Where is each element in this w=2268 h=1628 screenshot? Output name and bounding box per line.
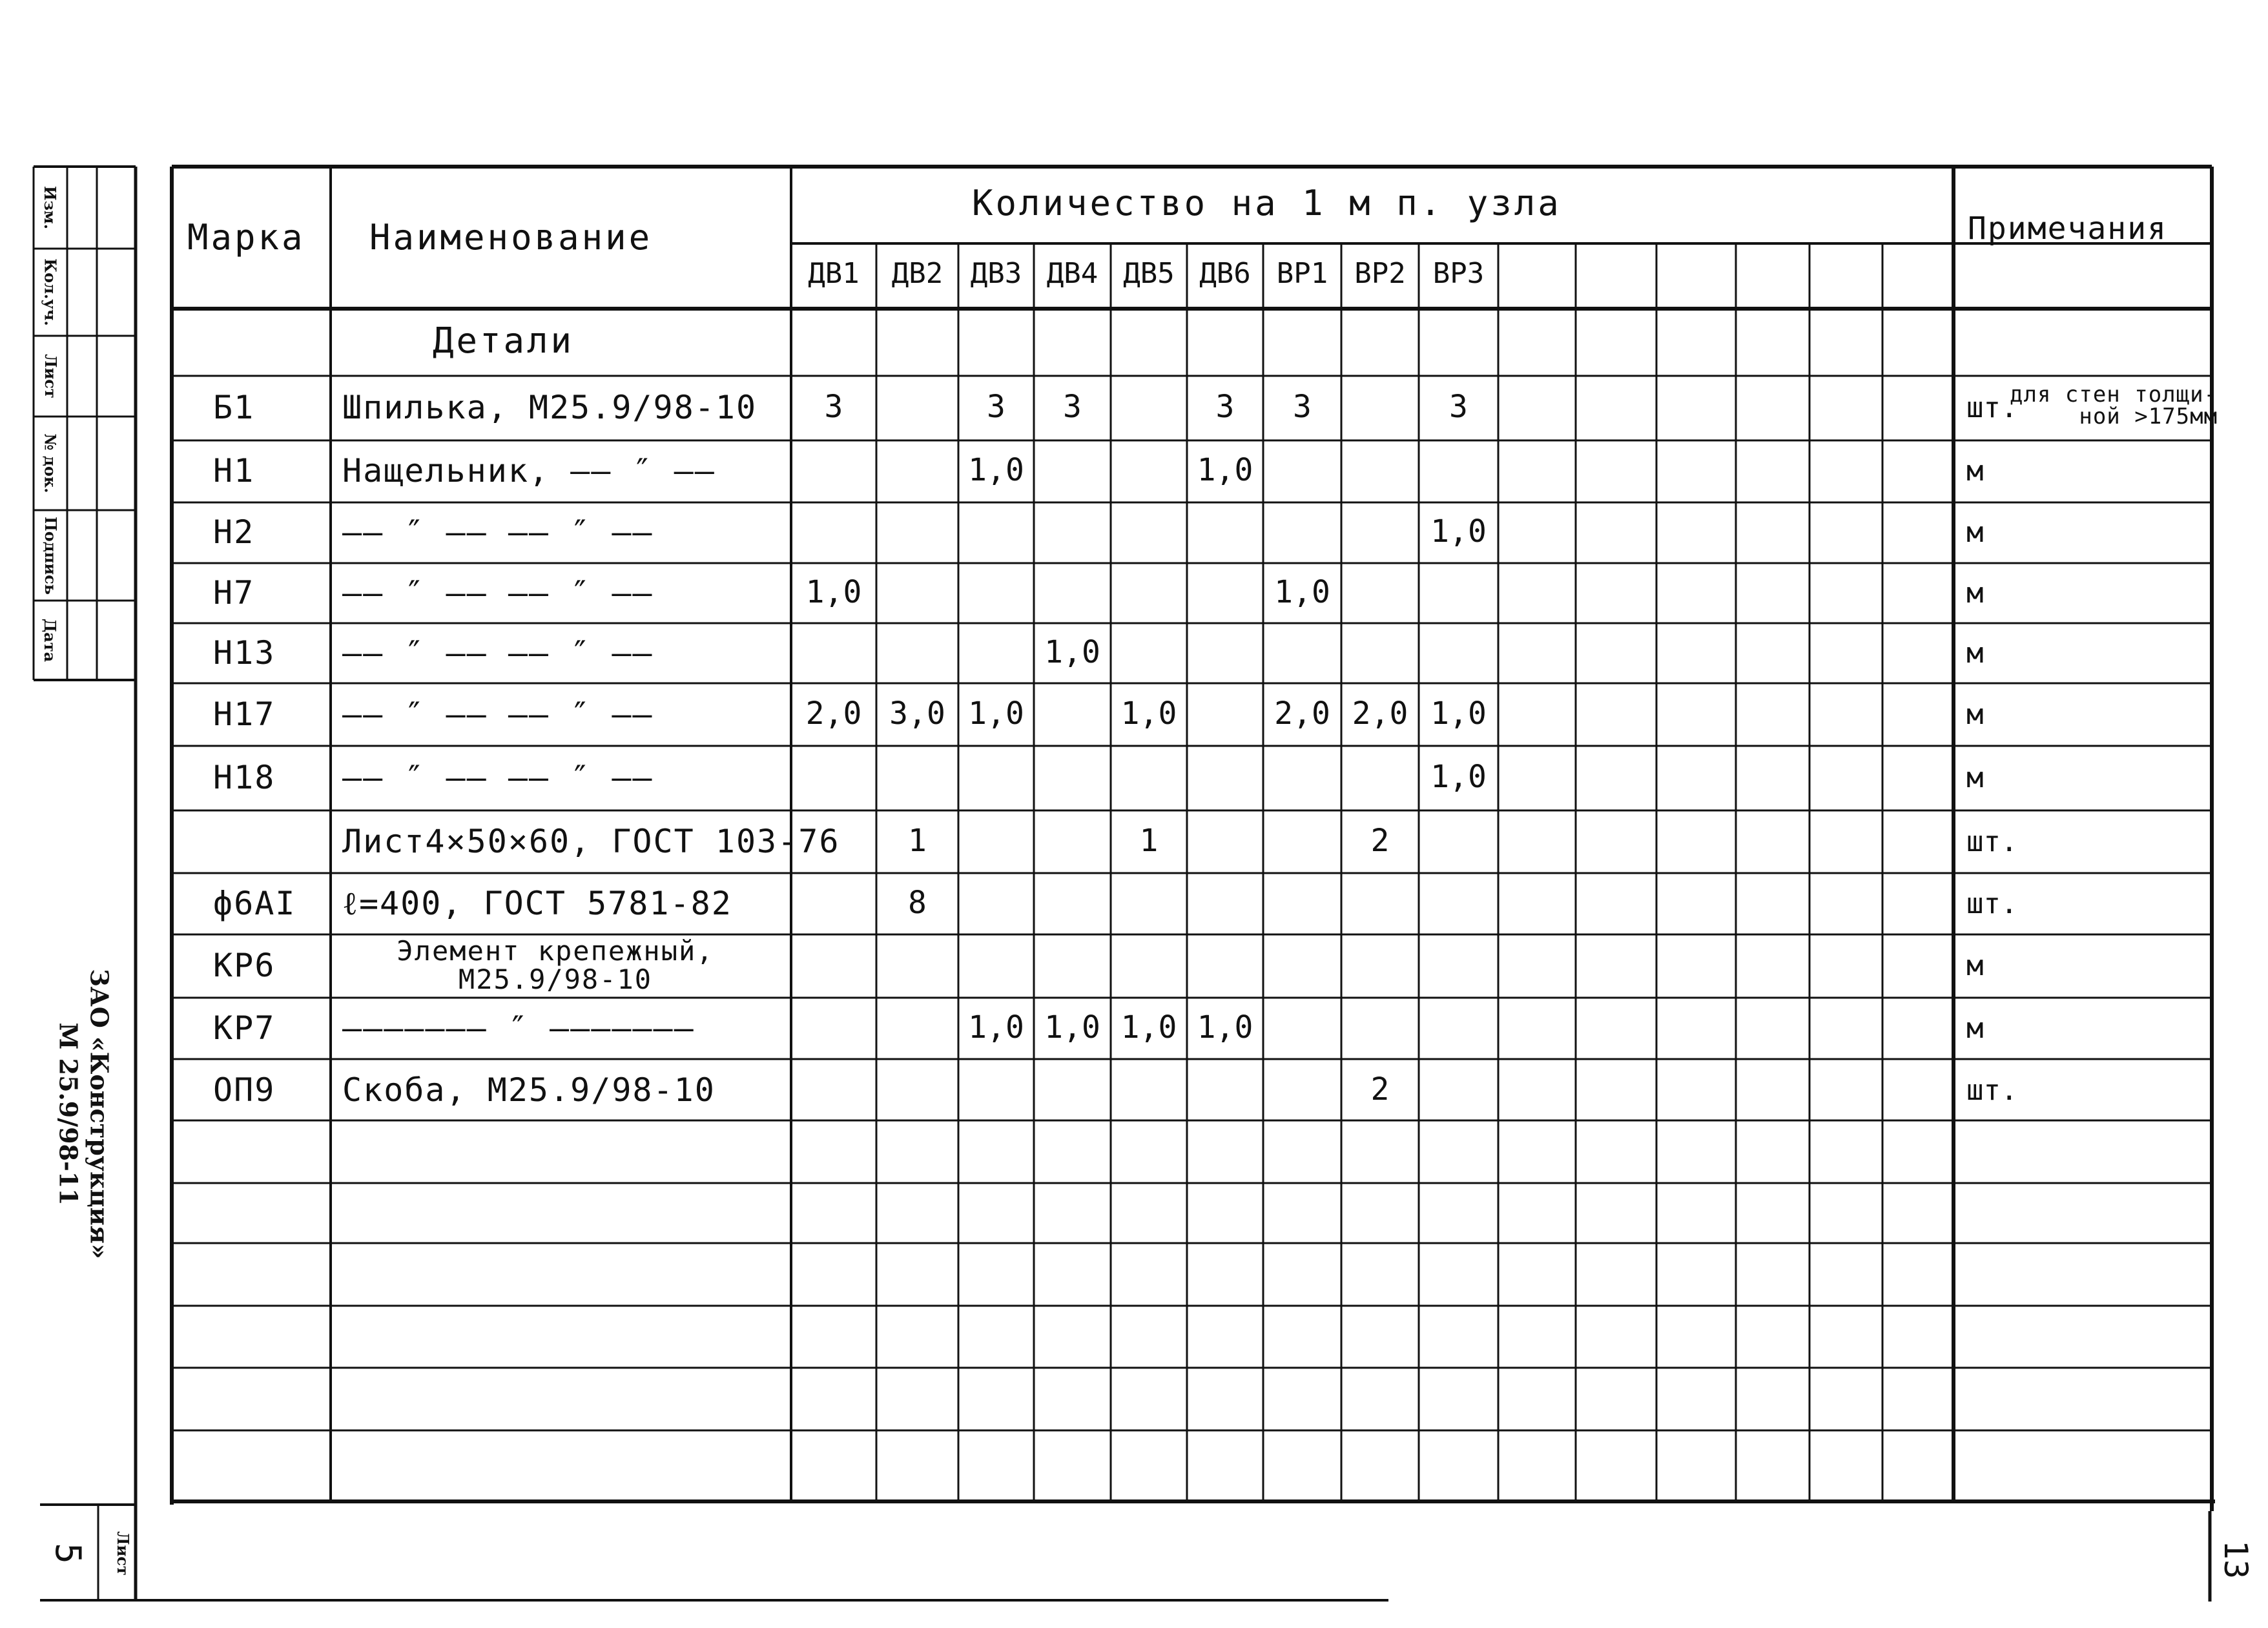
qty-cell: 1,0 [1197, 1009, 1253, 1046]
stamp-label-sheet: Лист [41, 354, 60, 398]
row-name: ℓ=400, ГОСТ 5781-82 [342, 884, 732, 922]
qty-cell: 2 [1370, 822, 1390, 859]
qty-cell: 1,0 [1120, 1009, 1177, 1046]
header-name: Наименование [369, 217, 653, 258]
row-note: м [1966, 455, 1984, 488]
row-note: м [1966, 761, 1984, 794]
qty-cell: 1,0 [1044, 1009, 1100, 1046]
row-mark: Н7 [213, 573, 255, 612]
row-mark: КР7 [213, 1009, 276, 1047]
qty-cell: 3 [1215, 389, 1235, 425]
qty-cell: 1,0 [1274, 573, 1330, 610]
qty-cell: 3 [1293, 389, 1312, 425]
row-name: —— ″ —— —— ″ —— [342, 695, 654, 733]
row-mark: ф6АI [213, 884, 296, 922]
qty-cell: 1,0 [1430, 513, 1487, 550]
row-mark: Н2 [213, 513, 255, 551]
section-title: Детали [433, 320, 575, 361]
qty-cell: 1,0 [1430, 759, 1487, 795]
row-mark: КР6 [213, 947, 276, 984]
stamp-label-date: Дата [41, 618, 60, 663]
row-mark: Н17 [213, 695, 276, 733]
header-mark: Марка [187, 217, 305, 258]
document-code: М 25.9/98-11 [54, 1022, 84, 1206]
row-note: шт. [1966, 1073, 2018, 1107]
stamp-labels [34, 167, 67, 680]
row-note: м [1966, 1011, 1984, 1045]
row-note: м [1966, 697, 1984, 731]
qty-cell: 2,0 [805, 695, 862, 732]
qty-cell: 1,0 [968, 452, 1024, 488]
qty-cell: 1,0 [1120, 695, 1177, 732]
row-name: Элемент крепежный, М25.9/98-10 [397, 935, 714, 995]
qty-cell: 1,0 [968, 695, 1024, 732]
qty-cell: 1,0 [1044, 634, 1100, 670]
sub-header-6: ДВ6 [1199, 257, 1251, 290]
row-mark: Б1 [213, 389, 255, 426]
qty-cell: 1,0 [805, 573, 862, 610]
row-name: —— ″ —— —— ″ —— [342, 634, 654, 672]
qty-cell: 1,0 [968, 1009, 1024, 1046]
organization-stamp [45, 969, 123, 1259]
row-note: м [1966, 576, 1984, 610]
qty-cell: 3 [824, 389, 843, 425]
sub-header-2: ДВ2 [891, 257, 943, 290]
row-mark: Н1 [213, 452, 255, 489]
qty-cell: 1,0 [1430, 695, 1487, 732]
sheet-label: Лист [113, 1530, 132, 1576]
row-name: Лист4×50×60, ГОСТ 103-76 [342, 822, 840, 860]
row-note: шт. [1966, 825, 2018, 858]
row-name: ——————— ″ ——————— [342, 1009, 695, 1047]
sub-header-4: ДВ4 [1046, 257, 1098, 290]
header-notes: Примечания [1968, 211, 2167, 247]
row-name: Шпилька, М25.9/98-10 [342, 389, 758, 426]
row-mark: Н18 [213, 759, 276, 796]
sub-header-7: ВР1 [1276, 257, 1328, 290]
sub-header-1: ДВ1 [808, 257, 860, 290]
row-name: Нащельник, —— ″ —— [342, 452, 716, 489]
qty-cell: 1 [1139, 822, 1159, 859]
sub-header-9: ВР3 [1432, 257, 1485, 290]
stamp-label-change: Изм. [41, 185, 60, 230]
stamp-label-doc: № док. [41, 433, 60, 493]
qty-cell: 2,0 [1274, 695, 1330, 732]
qty-cell: 3 [1063, 389, 1082, 425]
qty-cell: 3 [987, 389, 1005, 425]
organization-name: ЗАО «Конструкция» [85, 969, 115, 1259]
qty-cell: 3 [1449, 389, 1468, 425]
sub-header-8: ВР2 [1354, 257, 1406, 290]
stamp-label-count: Кол.уч. [41, 258, 60, 326]
qty-cell: 1 [908, 822, 927, 859]
qty-cell: 1,0 [1197, 452, 1253, 488]
qty-cell: 2 [1370, 1071, 1390, 1108]
stamp-label-signature: Подпись [41, 516, 60, 595]
sub-header-5: ДВ5 [1123, 257, 1175, 290]
header-quantity: Количество на 1 м п. узла [972, 183, 1562, 223]
qty-cell: 3,0 [889, 695, 945, 732]
row-note-extra: для стен толщи- ной >175мм [2010, 382, 2218, 429]
sheet-number: 5 [47, 1542, 88, 1564]
row-note: м [1966, 636, 1984, 670]
row-note: шт. [1966, 887, 2018, 920]
sub-header-3: ДВ3 [970, 257, 1022, 290]
row-name: —— ″ —— —— ″ —— [342, 573, 654, 612]
qty-cell: 2,0 [1352, 695, 1408, 732]
row-mark: ОП9 [213, 1071, 276, 1109]
qty-cell: 8 [908, 884, 927, 921]
row-name: Скоба, М25.9/98-10 [342, 1071, 716, 1109]
row-name: —— ″ —— —— ″ —— [342, 759, 654, 796]
page-number: 13 [2217, 1540, 2254, 1580]
row-name: —— ″ —— —— ″ —— [342, 513, 654, 551]
row-note: шт. [1966, 391, 2018, 424]
row-note: м [1966, 516, 1984, 549]
row-note: м [1966, 949, 1984, 982]
row-mark: Н13 [213, 634, 276, 672]
